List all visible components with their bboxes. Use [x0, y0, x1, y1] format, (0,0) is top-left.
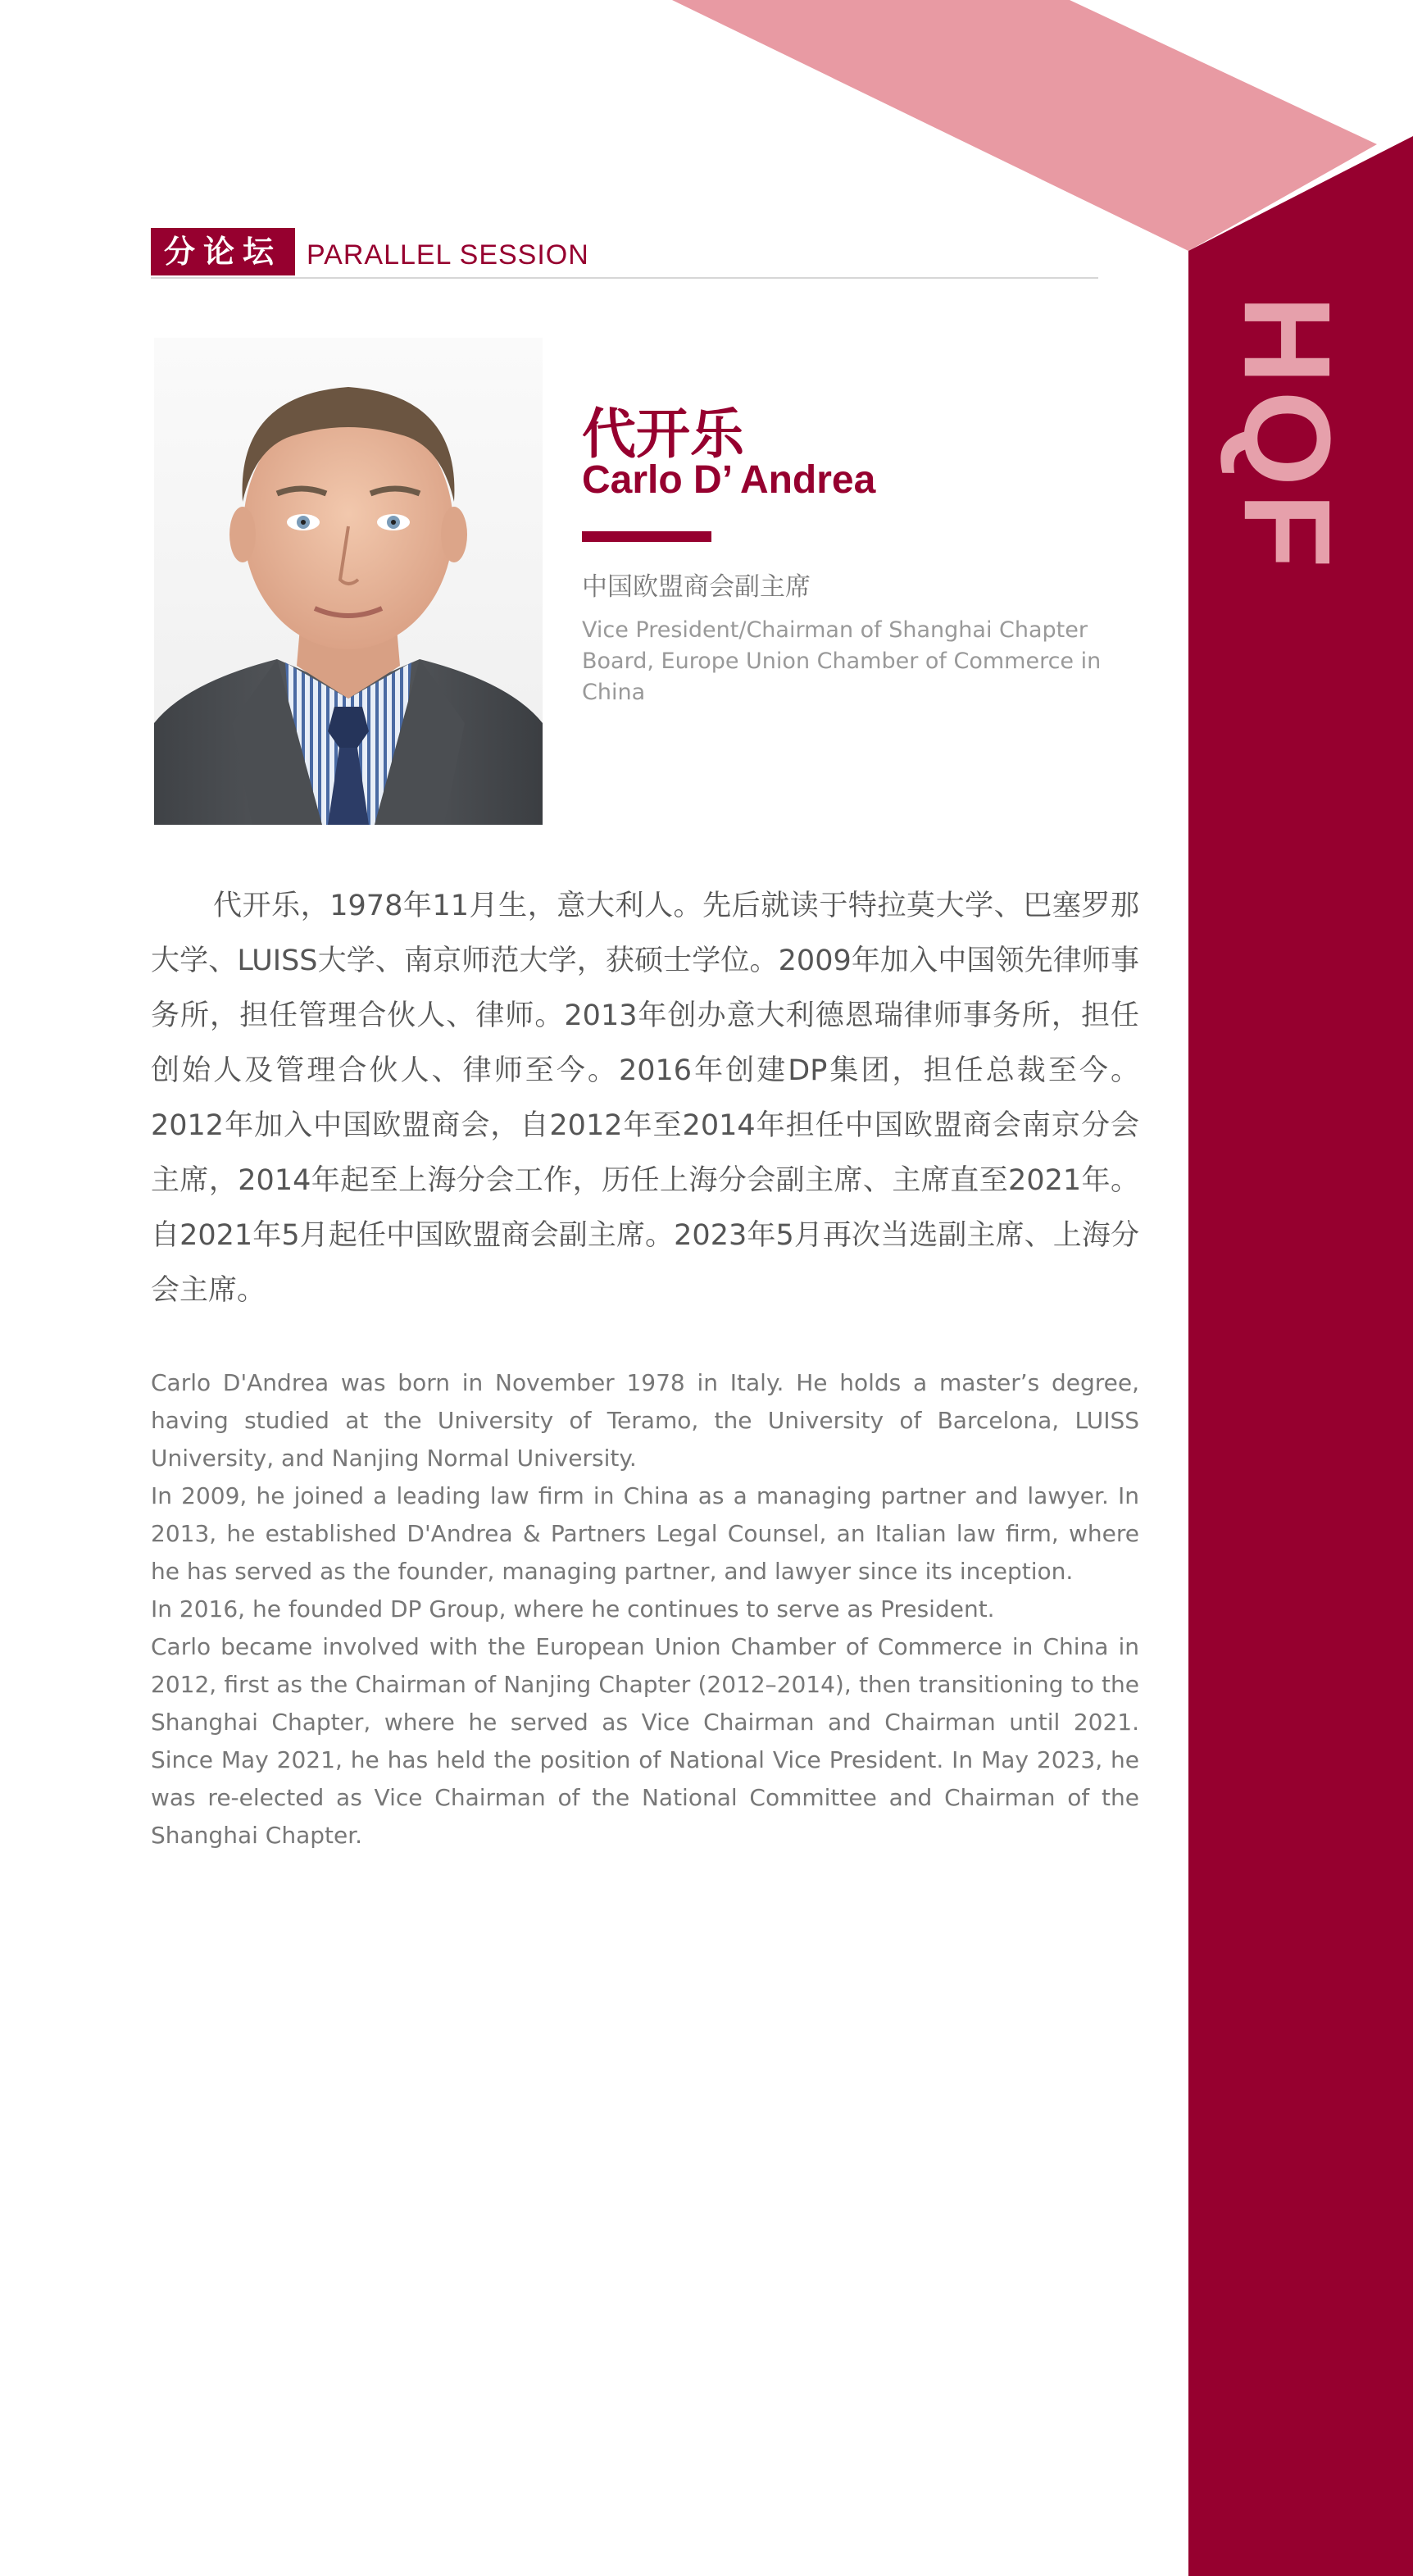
name-underline: [582, 531, 711, 542]
bio-en-paragraph: Carlo became involved with the European Union Chamber of Commerce in China in 2012, first as the Chairman of Nanjing Chapter (2012–2014), then transitioning to the Shanghai Chapter, where he served as Vice Chairman and Chairman until 2021. Since May 2021, he has held the position of National Vice President. In May 2023, he was re-elected as Vice Chairman of the National Committee and Chairman of the Shanghai Chapter.: [151, 1633, 1139, 1849]
session-badge: 分论坛: [151, 228, 295, 275]
speaker-name-cn: 代开乐: [582, 403, 744, 466]
session-header: [151, 228, 1098, 279]
speaker-name-en: Carlo D’ Andrea: [582, 458, 876, 502]
hqf-vertical-mark: [1218, 294, 1356, 575]
bio-english: [151, 1364, 1139, 1855]
bio-en-paragraph: In 2009, he joined a leading law firm in China as a managing partner and lawyer. In 2013, he established D'Andrea & Partners Legal Counsel, an Italian law firm, where he has served as the founder, managing partner, and lawyer since its inception.: [151, 1482, 1139, 1585]
bio-en-paragraph: Carlo D'Andrea was born in November 1978 in Italy. He holds a master’s degree, having studied at the University of Teramo, the University of Barcelona, LUISS University, and Nanjing Normal University.: [151, 1369, 1139, 1472]
bio-chinese: 代开乐，1978年11月生，意大利人。先后就读于特拉莫大学、巴塞罗那大学、LUISS大学、南京师范大学，获硕士学位。2009年加入中国领先律师事务所，担任管理合伙人、律师。2013年创办意大利德恩瑞律师事务所，担任创始人及管理合伙人、律师至今。2016年创建DP集团，担任总裁至今。2012年加入中国欧盟商会，自2012年至2014年担任中国欧盟商会南京分会主席，2014年起至上海分会工作，历任上海分会副主席、主席直至2021年。自2021年5月起任中国欧盟商会副主席。2023年5月再次当选副主席、上海分会主席。: [151, 890, 1139, 1307]
speaker-title-cn: 中国欧盟商会副主席: [582, 572, 811, 602]
speaker-portrait: [154, 338, 543, 825]
speaker-title-en: Vice President/Chairman of Shanghai Chapter Board, Europe Union Chamber of Commerce in China: [582, 617, 1102, 705]
bio-en-paragraph: In 2016, he founded DP Group, where he continues to serve as President.: [151, 1595, 995, 1623]
hqf-mark-text: HQF: [1218, 294, 1356, 575]
portrait-illustration: [154, 338, 543, 825]
session-label-en: PARALLEL SESSION: [307, 239, 589, 271]
